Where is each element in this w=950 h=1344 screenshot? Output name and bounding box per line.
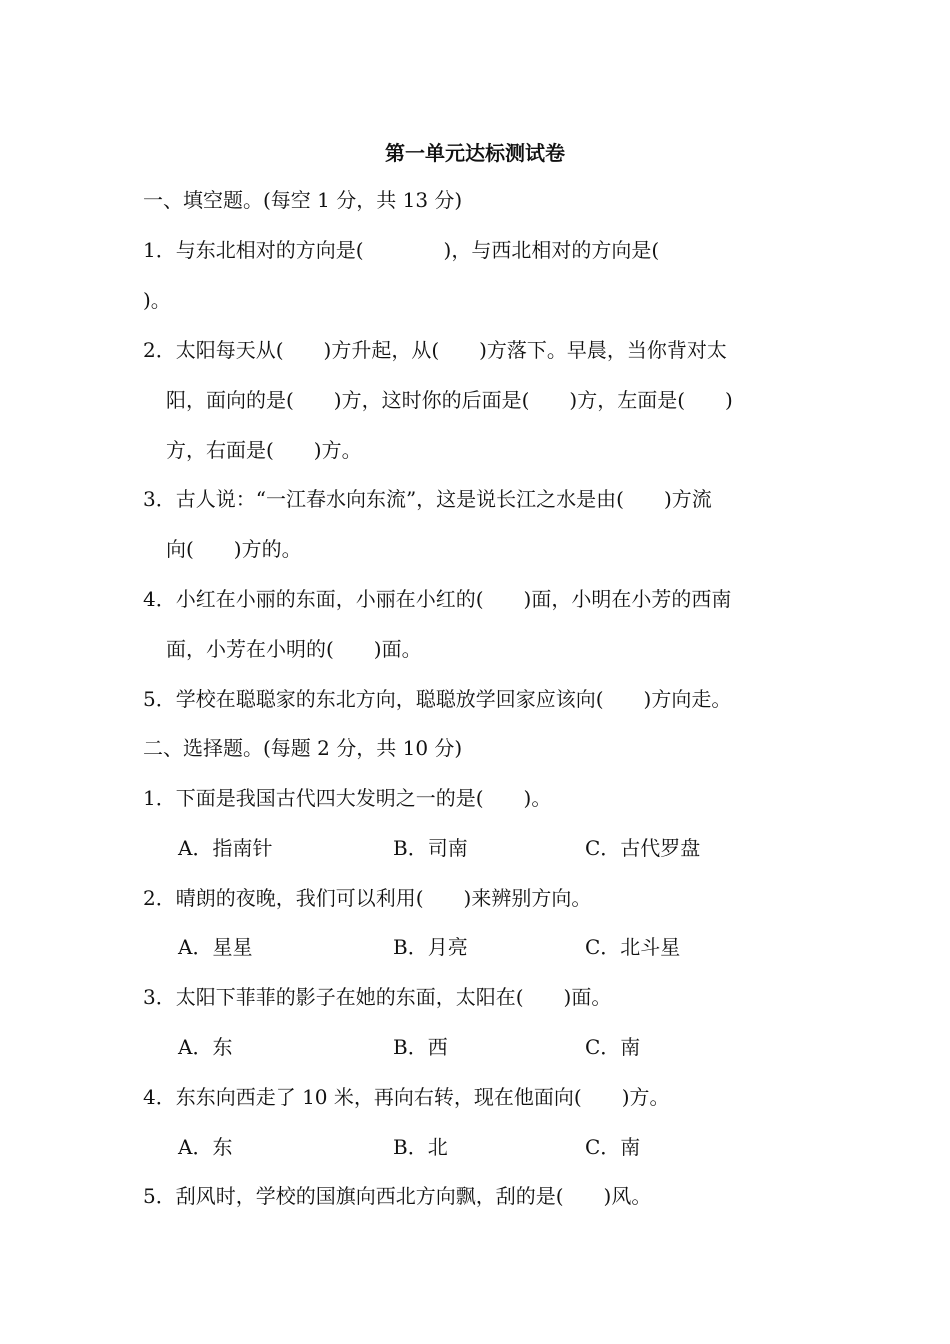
choice-1-option-c: C．古代罗盘 [585,836,701,860]
choice-3-option-b: B．西 [393,1035,448,1059]
question-3-line-2: 向( )方的。 [166,537,302,561]
choice-question-5: 5．刮风时，学校的国旗向西北方向飘，刮的是( )风。 [143,1184,652,1208]
choice-question-3: 3．太阳下菲菲的影子在她的东面，太阳在( )面。 [143,985,612,1009]
question-4-line-2: 面，小芳在小明的( )面。 [166,637,422,661]
section-heading-fill-blank: 一、填空题。(每空 1 分，共 13 分) [143,188,463,212]
question-5-line-1: 5．学校在聪聪家的东北方向，聪聪放学回家应该向( )方向走。 [143,687,732,711]
choice-2-option-b: B．月亮 [393,935,468,959]
question-1-line-1: 1．与东北相对的方向是( )，与西北相对的方向是( [143,238,660,262]
choice-1-option-b: B．司南 [393,836,468,860]
question-3-line-1: 3．古人说：“一江春水向东流”，这是说长江之水是由( )方流 [143,487,712,511]
question-2-line-3: 方，右面是( )方。 [166,438,362,462]
section-heading-multiple-choice: 二、选择题。(每题 2 分，共 10 分) [143,736,463,760]
question-2-line-1: 2．太阳每天从( )方升起，从( )方落下。早晨，当你背对太 [143,338,727,362]
choice-4-option-b: B．北 [393,1135,448,1159]
choice-1-option-a: A．指南针 [178,836,273,860]
choice-2-option-c: C．北斗星 [585,935,681,959]
question-4-line-1: 4．小红在小丽的东面，小丽在小红的( )面，小明在小芳的西南 [143,587,732,611]
question-2-line-2: 阳，面向的是( )方，这时你的后面是( )方，左面是( ) [166,388,733,412]
choice-question-4: 4．东东向西走了 10 米，再向右转，现在他面向( )方。 [143,1085,670,1109]
choice-question-2: 2．晴朗的夜晚，我们可以利用( )来辨别方向。 [143,886,592,910]
choice-2-option-a: A．星星 [178,935,253,959]
choice-4-option-c: C．南 [585,1135,641,1159]
choice-4-option-a: A．东 [178,1135,233,1159]
question-1-line-2: )。 [143,288,171,312]
choice-3-option-c: C．南 [585,1035,641,1059]
choice-question-1: 1．下面是我国古代四大发明之一的是( )。 [143,786,552,810]
choice-3-option-a: A．东 [178,1035,233,1059]
page-title: 第一单元达标测试卷 [385,141,565,165]
